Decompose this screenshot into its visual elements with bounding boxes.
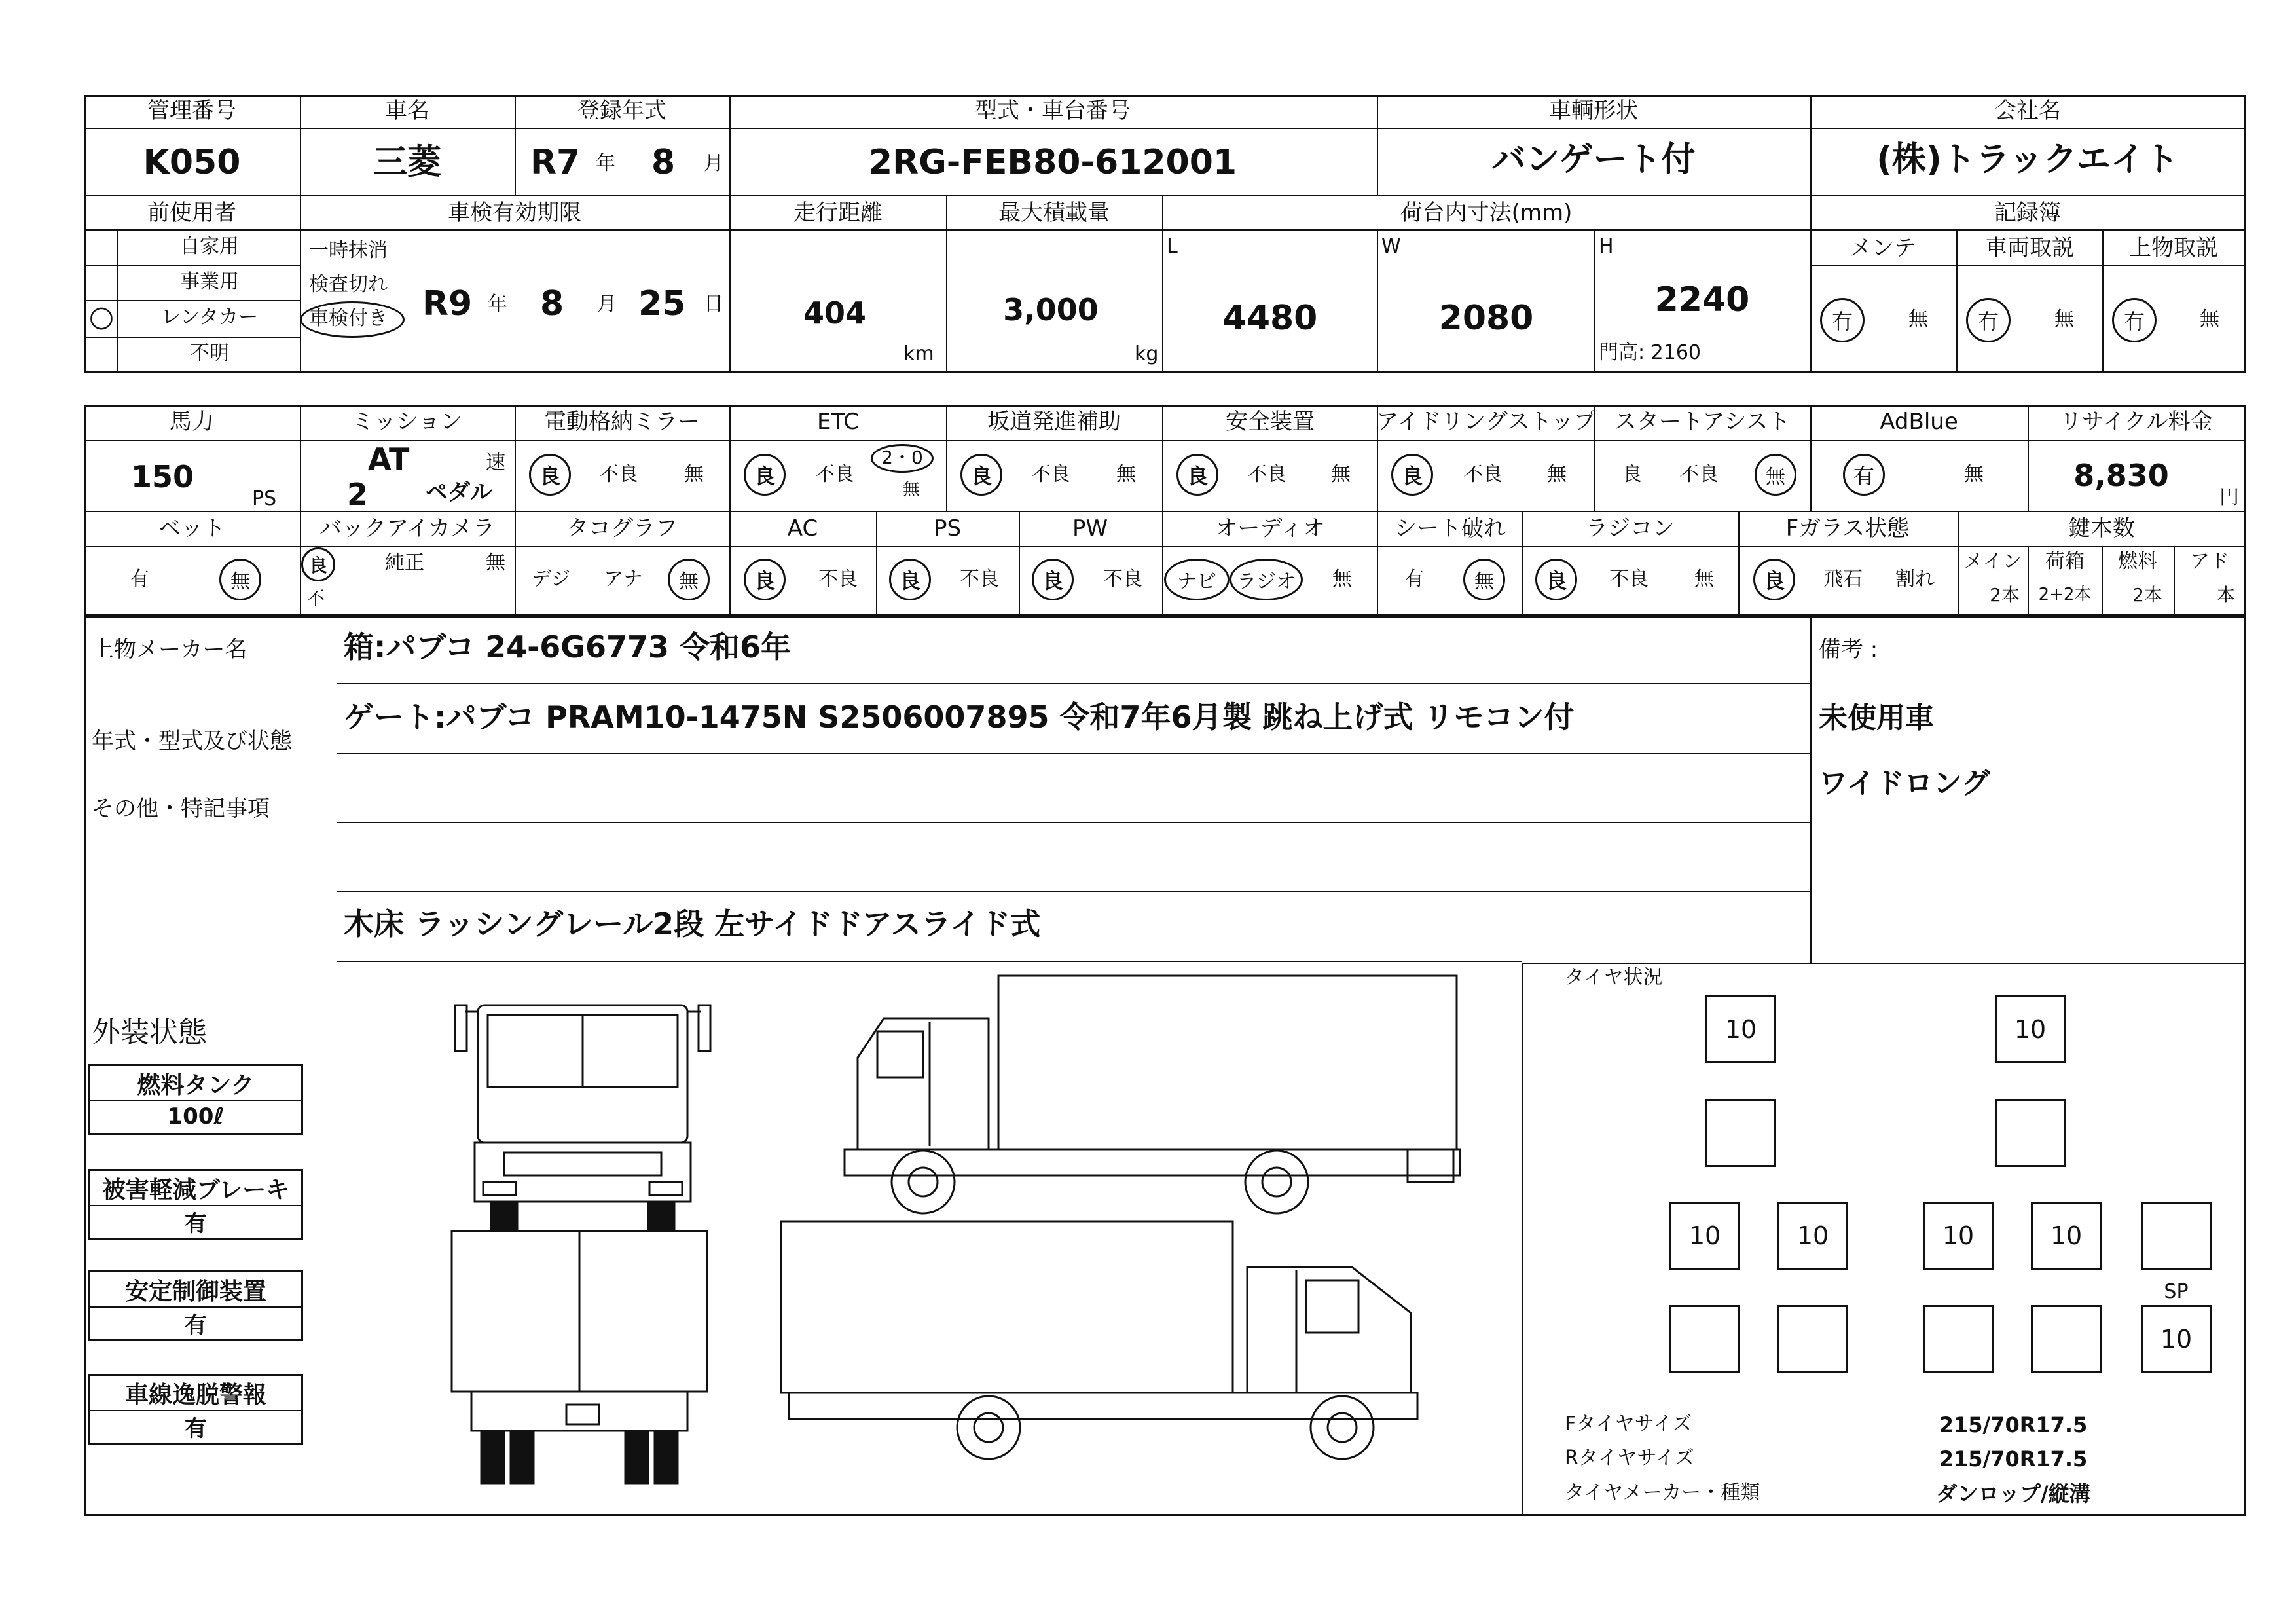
start-assist-good: 良 xyxy=(1622,463,1642,486)
record-body-no: 無 xyxy=(2200,308,2219,331)
tire-front-right: 10 xyxy=(1995,995,2066,1063)
insp-year-unit: 年 xyxy=(488,293,507,316)
prev-user-business: 事業用 xyxy=(180,270,239,293)
maker-line-2: ゲート:パブコ PRAM10-1475N S2506007895 令和7年6月製 跳ね上げ式 リモコン付 xyxy=(344,699,1575,735)
dim-h-value: 2240 xyxy=(1654,280,1750,320)
mirror-good: 良 xyxy=(529,454,571,496)
radicon-bad: 不良 xyxy=(1609,568,1649,591)
audio-radio: ラジオ xyxy=(1230,559,1303,600)
tacho-none: 無 xyxy=(668,559,710,600)
model-no-value: 2RG-FEB80-612001 xyxy=(868,143,1237,182)
camera-genuine: 純正 xyxy=(385,551,424,574)
tire-front-left: 10 xyxy=(1705,995,1776,1063)
insp-opt-valid: 車検付き xyxy=(309,307,388,330)
label-seat-tear: シート破れ xyxy=(1394,515,1506,542)
key-fuel-value: 2本 xyxy=(2132,584,2162,606)
mission-pedal: ペダル xyxy=(426,479,492,506)
start-assist-none: 無 xyxy=(1755,454,1796,496)
record-vehicle-manual-label: 車両取説 xyxy=(1985,235,2074,261)
audio-none: 無 xyxy=(1332,568,1352,591)
etc-good: 良 xyxy=(744,454,786,496)
maker-line-4: 木床 ラッシングレール2段 左サイドドアスライド式 xyxy=(344,906,1041,942)
label-safety: 安全装置 xyxy=(1226,409,1315,435)
key-main-value: 2本 xyxy=(1990,584,2020,606)
label-ac: AC xyxy=(787,515,818,542)
label-start-assist: スタートアシスト xyxy=(1614,409,1791,435)
start-assist-bad: 不良 xyxy=(1679,463,1719,486)
label-tacho: タコグラフ xyxy=(566,515,678,542)
reg-era: R7 xyxy=(530,143,581,182)
idle-good: 良 xyxy=(1391,454,1433,496)
prev-user-private: 自家用 xyxy=(180,235,239,258)
label-radicon: ラジコン xyxy=(1586,515,1675,542)
r-tire-size-label: Rタイヤサイズ xyxy=(1565,1447,1694,1469)
pw-bad: 不良 xyxy=(1103,568,1142,591)
record-vehicle-yes: 有 xyxy=(1966,298,2011,342)
label-kanri-no: 管理番号 xyxy=(147,98,236,124)
f-tire-size: 215/70R17.5 xyxy=(1939,1412,2088,1437)
tire-rear-left-inner: 10 xyxy=(1777,1202,1848,1270)
adblue-none: 無 xyxy=(1964,463,1984,486)
kanri-no-value: K050 xyxy=(143,143,241,182)
insp-opt-temporary: 一時抹消 xyxy=(309,239,388,262)
key-adblue-value: 本 xyxy=(2216,584,2236,606)
key-main-label: メイン xyxy=(1963,550,2022,573)
hill-bad: 不良 xyxy=(1031,463,1070,486)
reg-month-unit: 月 xyxy=(704,152,723,175)
label-etc: ETC xyxy=(817,409,859,435)
mission-type: AT xyxy=(368,441,410,477)
truck-front-view xyxy=(452,986,714,1234)
record-maint-label: メンテ xyxy=(1850,235,1916,261)
record-maint-yes: 有 xyxy=(1820,298,1865,342)
exterior-fuel-tank: 燃料タンク 100ℓ xyxy=(88,1064,303,1135)
tire-rear2-right-inner xyxy=(1923,1305,1994,1373)
insp-era: R9 xyxy=(422,284,473,323)
label-idle-stop: アイドリングストップ xyxy=(1376,409,1596,435)
dim-w-value: 2080 xyxy=(1438,299,1534,338)
prev-user-mark: ○ xyxy=(88,300,115,333)
camera-none: 無 xyxy=(486,551,505,574)
label-dims: 荷台内寸法(mm) xyxy=(1400,200,1573,226)
maker-line-1: 箱:パブコ 24-6G6773 令和6年 xyxy=(344,629,792,665)
label-model-no: 型式・車台番号 xyxy=(975,98,1131,124)
hill-none: 無 xyxy=(1116,463,1136,486)
tacho-digi: デジ xyxy=(532,568,571,591)
bed-yes: 有 xyxy=(130,568,149,591)
car-name-value: 三菱 xyxy=(373,143,442,182)
label-mission: ミッション xyxy=(352,409,463,435)
mirror-none: 無 xyxy=(684,463,704,486)
label-hill-assist: 坂道発進補助 xyxy=(987,409,1121,435)
etc-bad: 不良 xyxy=(815,463,854,486)
idle-none: 無 xyxy=(1547,463,1567,486)
label-year-model-state: 年式・型式及び状態 xyxy=(92,728,292,754)
exterior-brake: 被害軽減ブレーキ 有 xyxy=(88,1169,303,1240)
label-f-glass: Fガラス状態 xyxy=(1785,515,1910,542)
tire-rear2-right-outer xyxy=(2031,1305,2102,1373)
hp-unit: PS xyxy=(252,487,277,510)
tire-rear-right-inner: 10 xyxy=(1923,1202,1994,1270)
label-hp: 馬力 xyxy=(170,409,214,435)
tire-rear2-left-inner xyxy=(1777,1305,1848,1373)
label-other-notes: その他・特記事項 xyxy=(92,796,270,822)
label-keys: 鍵本数 xyxy=(2068,515,2135,542)
reg-month: 8 xyxy=(651,143,676,182)
seat-yes: 有 xyxy=(1404,568,1424,591)
gate-height: 門高: 2160 xyxy=(1599,341,1701,364)
mileage-unit: km xyxy=(903,342,934,365)
record-body-manual-label: 上物取説 xyxy=(2129,235,2218,261)
radicon-good: 良 xyxy=(1535,559,1577,600)
etc-none: 無 xyxy=(902,480,920,500)
dim-w-label: W xyxy=(1381,235,1401,258)
pw-good: 良 xyxy=(1032,559,1074,600)
shape-value: バンゲート付 xyxy=(1491,140,1696,179)
label-audio: オーディオ xyxy=(1215,515,1325,542)
idle-bad: 不良 xyxy=(1463,463,1503,486)
dim-l-label: L xyxy=(1167,235,1178,258)
r-tire-size: 215/70R17.5 xyxy=(1939,1447,2088,1471)
truck-rear-view xyxy=(448,1228,710,1490)
label-mirror: 電動格納ミラー xyxy=(544,409,700,435)
ps-good: 良 xyxy=(889,559,931,600)
recycle-unit: 円 xyxy=(2219,486,2239,509)
tire-extra-right xyxy=(2141,1202,2212,1270)
label-back-camera: バックアイカメラ xyxy=(319,515,495,542)
label-recycle: リサイクル料金 xyxy=(2060,409,2213,435)
hill-good: 良 xyxy=(960,454,1002,496)
ac-good: 良 xyxy=(744,559,786,600)
safety-bad: 不良 xyxy=(1247,463,1286,486)
label-body-maker: 上物メーカー名 xyxy=(92,637,247,663)
record-body-yes: 有 xyxy=(2112,298,2157,342)
recycle-value: 8,830 xyxy=(2073,458,2169,493)
tacho-ana: アナ xyxy=(604,568,643,591)
max-load-value: 3,000 xyxy=(1003,292,1099,327)
f-tire-size-label: Fタイヤサイズ xyxy=(1565,1412,1692,1435)
mileage-value: 404 xyxy=(803,295,867,331)
insp-day-unit: 日 xyxy=(704,293,723,316)
truck-left-side-view xyxy=(831,972,1473,1221)
insp-month: 8 xyxy=(540,284,564,323)
remarks-label: 備考 : xyxy=(1819,637,1878,663)
tire-status-title: タイヤ状況 xyxy=(1565,966,1663,989)
spare-label: SP xyxy=(2164,1280,2189,1303)
tire-rear2-left-outer xyxy=(1669,1305,1740,1373)
header-block xyxy=(84,95,2246,373)
seat-none: 無 xyxy=(1463,559,1505,600)
exterior-title: 外装状態 xyxy=(92,1016,207,1049)
radicon-none: 無 xyxy=(1694,568,1714,591)
glass-chip: 飛石 xyxy=(1823,568,1863,591)
tire-rear-left-outer: 10 xyxy=(1669,1202,1740,1270)
ps-bad: 不良 xyxy=(960,568,999,591)
dim-h-label: H xyxy=(1599,235,1614,258)
company-value: (株)トラックエイト xyxy=(1876,140,2179,179)
exterior-lane-warning: 車線逸脱警報 有 xyxy=(88,1374,303,1445)
key-adblue-label: アド xyxy=(2190,550,2229,573)
tire-rear-right-outer: 10 xyxy=(2031,1202,2102,1270)
prev-user-rental: レンタカー xyxy=(160,306,259,329)
key-box-value: 2+2本 xyxy=(2038,585,2092,604)
mirror-bad: 不良 xyxy=(599,463,638,486)
tire-spare: 10 xyxy=(2141,1305,2212,1373)
exterior-stability: 安定制御装置 有 xyxy=(88,1270,303,1341)
remarks-line-1: 未使用車 xyxy=(1819,701,1934,735)
label-record: 記録簿 xyxy=(1994,200,2061,226)
glass-crack: 割れ xyxy=(1895,568,1935,591)
safety-good: 良 xyxy=(1176,454,1218,496)
max-load-unit: kg xyxy=(1135,342,1159,365)
insp-month-unit: 月 xyxy=(597,293,617,316)
adblue-yes: 有 xyxy=(1843,454,1885,496)
audio-navi: ナビ xyxy=(1164,559,1230,600)
ac-bad: 不良 xyxy=(818,568,858,591)
dim-l-value: 4480 xyxy=(1222,299,1318,338)
camera-fu: 不 xyxy=(306,587,325,609)
label-adblue: AdBlue xyxy=(1880,409,1958,435)
prev-user-unknown: 不明 xyxy=(190,342,229,365)
label-ps: PS xyxy=(933,515,962,542)
key-fuel-label: 燃料 xyxy=(2118,550,2157,573)
hp-value: 150 xyxy=(131,459,194,494)
label-prev-user: 前使用者 xyxy=(147,200,236,226)
remarks-line-2: ワイドロング xyxy=(1819,767,1990,800)
truck-right-side-view xyxy=(776,1215,1430,1464)
key-box-label: 荷箱 xyxy=(2045,550,2085,573)
insp-opt-expired: 検査切れ xyxy=(309,273,388,296)
camera-good: 良 xyxy=(301,547,335,581)
label-company: 会社名 xyxy=(1994,98,2061,124)
mission-gear: 2 xyxy=(347,477,369,512)
tire-maker: ダンロップ/縦溝 xyxy=(1936,1481,2090,1506)
label-bed: ベット xyxy=(158,515,225,542)
tire-maker-label: タイヤメーカー・種類 xyxy=(1565,1481,1760,1504)
tire-second-right xyxy=(1995,1099,2066,1167)
insp-day: 25 xyxy=(638,284,686,323)
label-shape: 車輌形状 xyxy=(1549,98,1638,124)
tire-second-left xyxy=(1705,1099,1776,1167)
label-pw: PW xyxy=(1072,515,1108,542)
etc-20: 2・0 xyxy=(881,447,923,468)
safety-none: 無 xyxy=(1331,463,1351,486)
label-mileage: 走行距離 xyxy=(793,200,883,226)
glass-good: 良 xyxy=(1753,559,1795,600)
label-reg-year: 登録年式 xyxy=(577,98,666,124)
record-vehicle-no: 無 xyxy=(2054,308,2074,331)
label-max-load: 最大積載量 xyxy=(998,200,1110,226)
mission-speed: 速 xyxy=(486,451,505,474)
insp-valid-circle xyxy=(300,301,405,338)
record-maint-no: 無 xyxy=(1908,308,1928,331)
reg-year-unit: 年 xyxy=(596,152,615,175)
label-car-name: 車名 xyxy=(385,98,429,124)
bed-none: 無 xyxy=(219,559,261,600)
label-inspection: 車検有効期限 xyxy=(448,200,581,226)
